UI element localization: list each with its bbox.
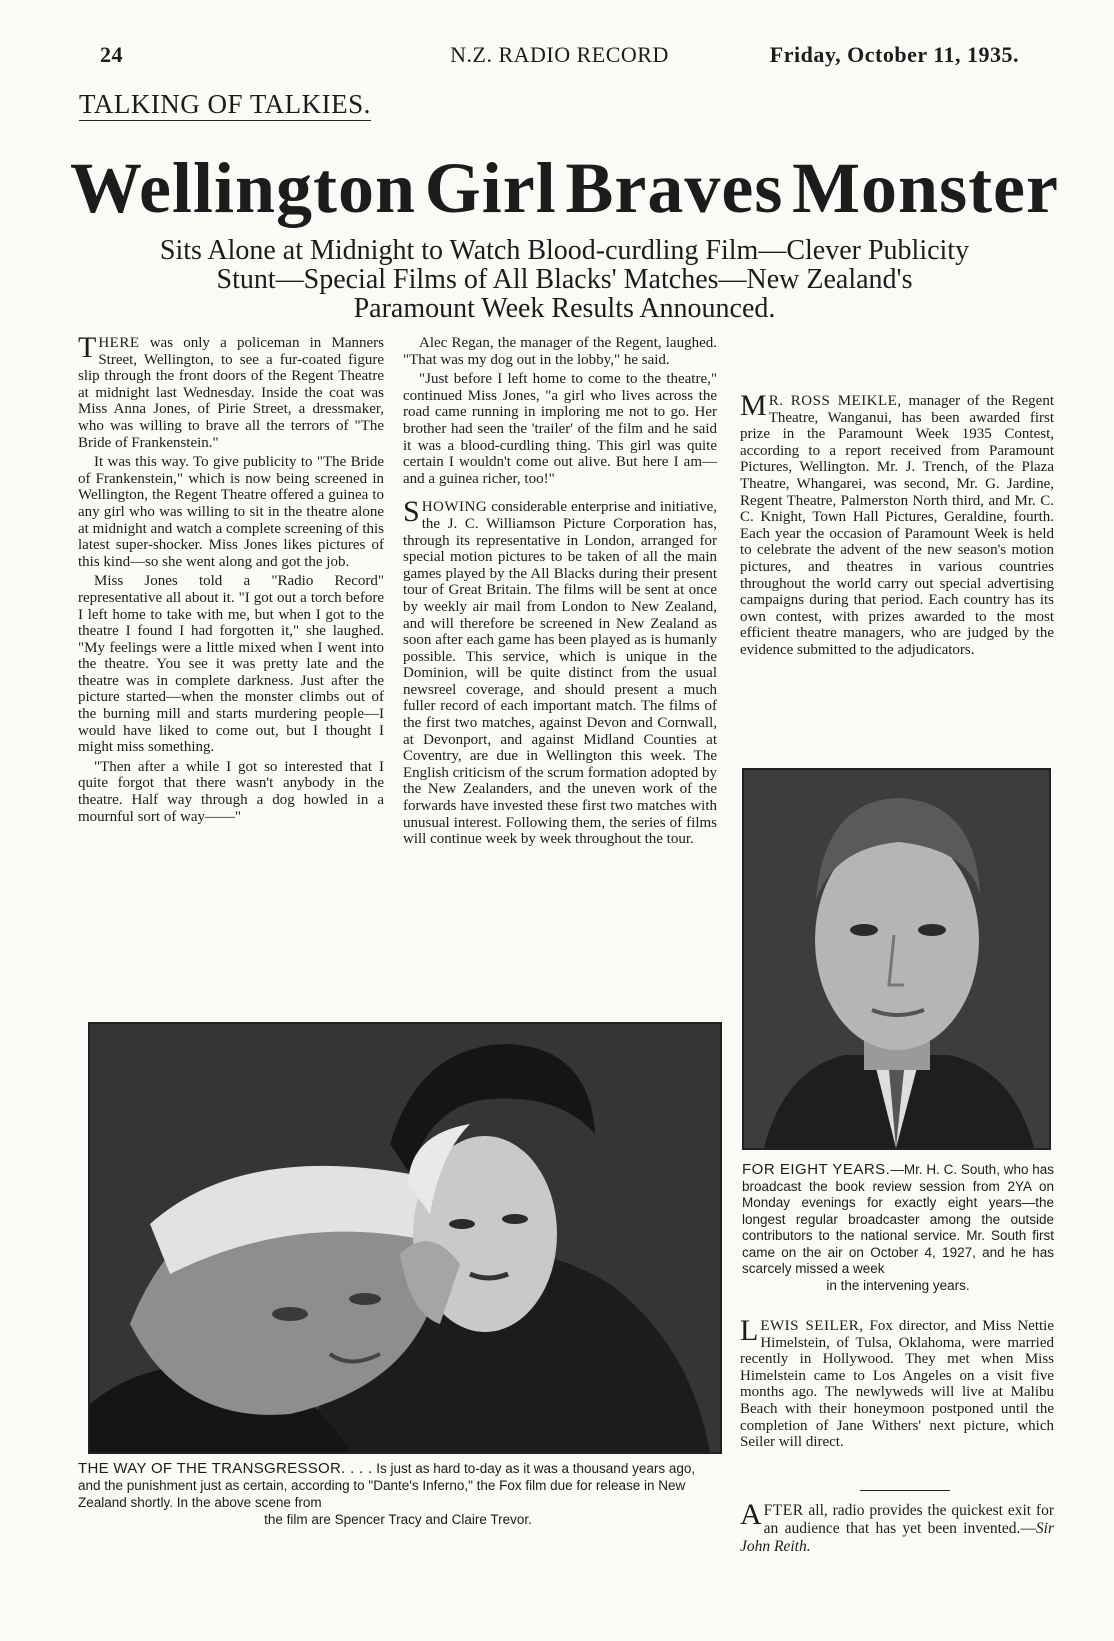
paragraph-text: Fox director, and Miss Nettie Himelstein, of Tulsa, Oklahoma, were married recently in Hollywood. They met when Miss Himelstein came to Los Angeles on a visit five months ago. The newlyweds will live at Malibu Beach with their honeymoon postponed until the completion of Jane Withers' next picture, which Seiler will direct. — [740, 1318, 1055, 1451]
subhead-line: Stunt—Special Films of All Blacks' Matches—New Zealand's — [216, 264, 913, 295]
caption-text: Is just as hard to-day as it was a thousand years ago, and the punishment just as certain, according to "Dante's Inferno," the Fox film due for release in New Zealand shortly. In the above scene from — [78, 1461, 696, 1510]
caption-heading: THE WAY OF THE TRANSGRESSOR. . . . — [78, 1460, 373, 1477]
seiler-column — [740, 1314, 1055, 1454]
caption-last-line: in the intervening years. — [826, 1277, 970, 1293]
seiler-paragraph — [740, 1314, 1055, 1451]
drop-cap: L — [740, 1314, 759, 1347]
lead-word: HERE — [98, 335, 140, 351]
article-paragraph: "Then after a while I got so interested that I quite forgot that there wasn't anybody in the theatre. Half way through a dog howled in a mournful sort of way——" — [78, 758, 384, 825]
article-paragraph: It was this way. To give publicity to "The Bride of Frankenstein," which is now being screened in Wellington, the Regent Theatre offered a guinea to any girl who was willing to sit in the theatre alone at midnight and watch a complete screening of this latest super-shocker. Miss Jones likes pictures of this kind—so she went along and got the job. — [78, 454, 384, 570]
masthead — [100, 42, 1019, 74]
portrait-caption — [742, 1162, 1054, 1294]
paragraph-text: considerable enterprise and initiative, the J. C. Williamson Picture Corporation has, through its representative in London, arranged for special motion pictures to be taken of all the main games played by the All Blacks during their present tour of Great Britain. The films will be sent at once by weekly air mail from London to New Zealand, and will therefore be screened in New Zealand as soon after each game has been played as is humanly possible. This service, which is unique in the Dominion, will be quite distinct from the usual newsreel coverage, and should present a much fuller record of each important match. The films of the first two matches, against Devon and Cornwall, at Devonport, and against Midland Counties at Coventry, are due in Wellington this week. The English criticism of the scrum formation adopted by the New Zealanders, and the uneven work of the forwards have invested these first two matches with unusual interest. Following them, the series of films will continue week by week throughout the tour. — [403, 499, 717, 848]
article-paragraph — [78, 331, 384, 451]
caption-text: —Mr. H. C. South, who has broadcast the book review session from 2YA on Monday evenings for exactly eight years—the longest regular broadcaster among the outside contributors to the national service. Mr. South first came on the air on October 4, 1927, and he has scarcely missed a week — [742, 1162, 1055, 1276]
film-still-caption — [78, 1460, 718, 1528]
subheadline — [70, 236, 1059, 323]
lead-word: HOWING — [421, 499, 488, 516]
column-spacer — [740, 335, 1054, 393]
quote-column — [740, 1498, 1054, 1559]
all-blacks-paragraph — [403, 495, 717, 848]
paragraph-text: was only a policeman in Manners Street, Wellington, to see a fur-coated figure slip through the front doors of the Regent Theatre at midnight last Wednesday. Inside the coat was Miss Anna Jones, of Pirie Street, a dressmaker, who was willing to brave all the terrors of "The Bride of Frankenstein." — [78, 335, 384, 451]
headline-word: Wellington — [70, 148, 417, 228]
headline-word: Braves — [565, 148, 784, 228]
article-column-2 — [403, 335, 717, 851]
subhead-line: Paramount Week Results Announced. — [353, 293, 776, 324]
divider-rule — [860, 1490, 950, 1491]
portrait-illustration — [744, 770, 1049, 1148]
publication-name: N.Z. RADIO RECORD — [450, 42, 669, 67]
quote-author: Sir John Reith. — [740, 1520, 1054, 1555]
caption-heading: FOR EIGHT YEARS. — [742, 1161, 891, 1178]
subhead-line: Sits Alone at Midnight to Watch Blood-curdling Film—Clever Publicity — [159, 235, 970, 266]
section-title: TALKING OF TALKIES. — [79, 89, 371, 119]
caption-last-line: the film are Spencer Tracy and Claire Trevor. — [264, 1512, 532, 1527]
meikle-paragraph — [740, 389, 1054, 659]
lead-word: EWIS SEILER, — [760, 1318, 864, 1334]
paragraph-text: manager of the Regent Theatre, Wanganui, has been awarded first prize in the Paramount Week 1935 Contest, according to a report received from Paramount Pictures, Wellington. Mr. J. Trench, of the Plaza Theatre, Whangarei, was second, Mr. G. Jardine, Regent Theatre, Palmerston North third, and Mr. C. C. Knight, Town Hall Pictures, Geraldine, fourth. Each year the occasion of Paramount Week is held to celebrate the advent of the new season's motion pictures, and theatres in various countries throughout the world carry out special advertising campaigns during that period. Each country has its own contest, with prizes awarded to the most efficient theatre managers, who are judged by the evidence submitted to the adjudicators. — [740, 393, 1054, 658]
headline-word: Monster — [792, 148, 1059, 228]
page-number: 24 — [100, 42, 123, 67]
portrait-photo — [742, 768, 1051, 1150]
article-paragraph: Alec Regan, the manager of the Regent, laughed. "That was my dog out in the lobby," he said. — [403, 335, 717, 368]
headline-word: Girl — [424, 148, 557, 228]
article-paragraph: "Just before I left home to come to the theatre," continued Miss Jones, "a girl who lives across the road came running in imploring me not to go. Her brother had seen the 'trailer' of the film and he said it was a blood-curdling thing. This girl was quite certain I wouldn't come out alive. But here I am—and a guinea richer, too!" — [403, 371, 717, 487]
quote-text: all, radio provides the quickest exit for an audience that has yet been invented.— — [763, 1502, 1054, 1537]
issue-date: Friday, October 11, 1935. — [769, 42, 1019, 67]
film-still-photo — [88, 1022, 722, 1454]
article-paragraph: Miss Jones told a "Radio Record" representative all about it. "I got out a torch before I left home to take with me, but when I got to the theatre I found I had forgotten it," she laughed. "My feelings were a little mixed when I went into the theatre. You see it was pretty late and the theatre was in complete darkness. Just after the picture started—when the monster climbs out of the burning mill and starts murdering people—I would have liked to come out, but I thought I might miss something. — [78, 573, 384, 756]
article-column-3 — [740, 335, 1054, 662]
quote-paragraph — [740, 1498, 1054, 1556]
film-still-illustration — [90, 1024, 720, 1452]
drop-cap: T — [78, 331, 97, 364]
lead-word: R. ROSS MEIKLE, — [768, 393, 902, 409]
lead-word: FTER — [763, 1502, 804, 1519]
drop-cap: A — [740, 1498, 762, 1531]
article-column-1 — [78, 331, 384, 828]
drop-cap: M — [740, 389, 767, 422]
headline — [70, 144, 1059, 232]
drop-cap: S — [403, 495, 420, 529]
